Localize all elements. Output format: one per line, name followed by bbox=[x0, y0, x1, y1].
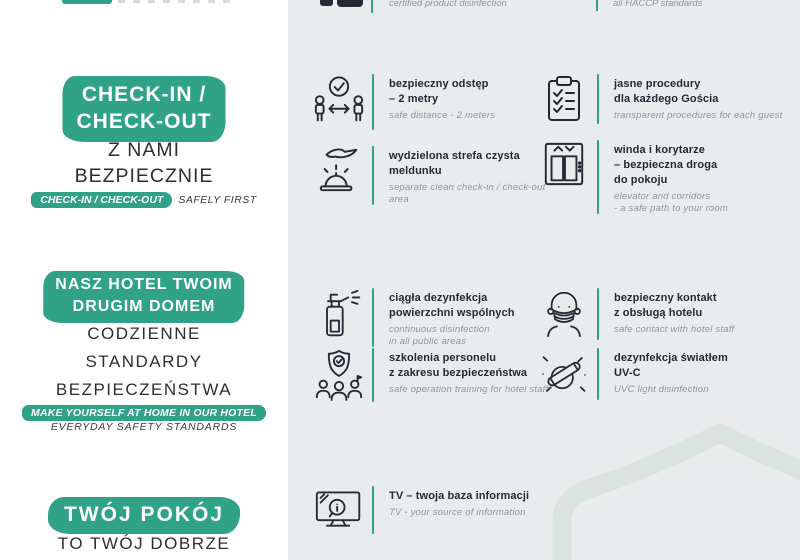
item-subtitle bbox=[614, 191, 728, 214]
item-subtitle-line: safe contact with hotel staff bbox=[614, 324, 735, 335]
item-title bbox=[614, 143, 728, 188]
tagline-badge: CHECK-IN / CHECK-OUT bbox=[31, 192, 172, 208]
item-subtitle-line: safe distance - 2 meters bbox=[389, 110, 496, 121]
left-column bbox=[0, 0, 288, 560]
item-title bbox=[389, 291, 515, 321]
item-title-line: z zakresu bezpieczeństwa bbox=[389, 367, 528, 379]
item-subtitle bbox=[389, 182, 545, 205]
title-line: BEZPIECZEŃSTWA bbox=[55, 380, 233, 399]
cutoff-caption-left: certified product disinfection bbox=[389, 0, 507, 9]
badge-line: CHECK-OUT bbox=[76, 110, 212, 133]
item-subtitle bbox=[614, 384, 728, 396]
divider-line bbox=[371, 0, 373, 13]
section1-title bbox=[0, 137, 288, 189]
item-title-line: UV-C bbox=[614, 367, 641, 379]
section3-title: TO TWÓJ DOBRZE bbox=[57, 534, 231, 553]
list-item-safe-contact bbox=[531, 288, 800, 340]
badge-line: CHECK-IN / bbox=[81, 83, 207, 106]
item-title bbox=[614, 351, 728, 381]
item-title bbox=[389, 149, 545, 179]
item-title bbox=[614, 77, 782, 107]
checkin-checkout-badge bbox=[63, 76, 226, 142]
badge-line: DRUGIM DOMEM bbox=[72, 298, 216, 315]
divider-line bbox=[596, 0, 598, 11]
item-title-line: – bezpieczna droga bbox=[614, 159, 718, 171]
item-title-line: bezpieczny kontakt bbox=[614, 292, 717, 304]
reception-bell-icon bbox=[306, 146, 372, 196]
item-subtitle-line: separate clean check-in / check-out bbox=[389, 182, 546, 193]
item-title-line: z obsługą hotelu bbox=[614, 307, 703, 319]
tv-info-icon bbox=[306, 486, 372, 534]
item-title-line: winda i korytarze bbox=[614, 144, 705, 156]
your-room-badge: TWÓJ POKÓJ bbox=[48, 497, 240, 534]
item-title bbox=[614, 291, 734, 321]
section2-tagline-text: EVERYDAY SAFETY STANDARDS bbox=[50, 421, 238, 433]
list-item-uvc bbox=[531, 348, 800, 400]
list-item-elevator bbox=[531, 140, 800, 214]
item-subtitle bbox=[389, 384, 548, 396]
item-subtitle-line: transparent procedures for each guest bbox=[614, 110, 783, 121]
item-subtitle-line: elevator and corridors bbox=[614, 191, 711, 202]
section2-title bbox=[0, 320, 288, 404]
masked-face-icon bbox=[531, 288, 597, 340]
title-line: BEZPIECZNIE bbox=[74, 165, 214, 187]
badge-line: NASZ HOTEL TWOIM bbox=[55, 276, 233, 293]
item-subtitle-line: - a safe path to your room bbox=[614, 202, 728, 214]
item-subtitle-line: UVC light disinfection bbox=[614, 384, 709, 395]
item-subtitle-line: safe operation training for hotel staff bbox=[389, 384, 549, 395]
list-item-tv-info bbox=[306, 486, 588, 534]
cutoff-icon-remnant bbox=[337, 0, 363, 7]
item-subtitle-line: continuous disinfection bbox=[389, 324, 490, 335]
item-title-line: szkolenia personelu bbox=[389, 352, 497, 364]
item-title-line: – 2 metry bbox=[389, 93, 439, 105]
item-subtitle bbox=[389, 507, 529, 519]
item-title-line: ciągła dezynfekcja bbox=[389, 292, 488, 304]
item-subtitle-line: area bbox=[389, 193, 409, 205]
item-title-line: dla każdego Gościa bbox=[614, 93, 719, 105]
cutoff-caption-right: all HACCP standards bbox=[613, 0, 703, 9]
staff-training-shield-icon bbox=[306, 348, 372, 402]
item-subtitle-line: in all public areas bbox=[389, 335, 467, 347]
cutoff-text-remnant bbox=[118, 0, 236, 3]
cutoff-icon-remnant bbox=[320, 0, 333, 6]
section2-tagline-badge: MAKE YOURSELF AT HOME IN OUR HOTEL bbox=[22, 405, 266, 421]
item-subtitle bbox=[614, 324, 734, 336]
section1-tagline bbox=[0, 192, 288, 208]
item-subtitle bbox=[389, 110, 495, 122]
our-hotel-badge bbox=[43, 271, 244, 323]
item-title-line: do pokoju bbox=[614, 174, 668, 186]
title-line: STANDARDY bbox=[85, 352, 203, 371]
item-title-line: powierzchni wspólnych bbox=[389, 307, 515, 319]
elevator-icon bbox=[531, 140, 597, 188]
item-title bbox=[389, 77, 495, 107]
item-title-line: jasne procedury bbox=[614, 78, 701, 90]
item-title-line: bezpieczny odstęp bbox=[389, 78, 489, 90]
item-title-line: dezynfekcja światłem bbox=[614, 352, 728, 364]
item-subtitle bbox=[614, 110, 782, 122]
uv-lamp-icon bbox=[531, 348, 597, 400]
title-line: CODZIENNE bbox=[87, 324, 201, 343]
item-title bbox=[389, 351, 548, 381]
title-line: Z NAMI bbox=[107, 139, 181, 161]
list-item-procedures bbox=[531, 74, 800, 124]
spray-bottle-icon bbox=[306, 288, 372, 342]
item-subtitle bbox=[389, 324, 515, 347]
distance-check-icon bbox=[306, 74, 372, 130]
item-title-line: meldunku bbox=[389, 165, 442, 177]
item-title bbox=[389, 489, 529, 504]
tagline-text: SAFELY FIRST bbox=[178, 194, 257, 206]
item-title-line: TV – twoja baza informacji bbox=[389, 490, 530, 502]
clipboard-checklist-icon bbox=[531, 74, 597, 124]
item-title-line: wydzielona strefa czysta bbox=[389, 150, 520, 162]
item-subtitle-line: TV - your source of information bbox=[389, 507, 526, 518]
cutoff-badge-remnant bbox=[62, 0, 112, 4]
